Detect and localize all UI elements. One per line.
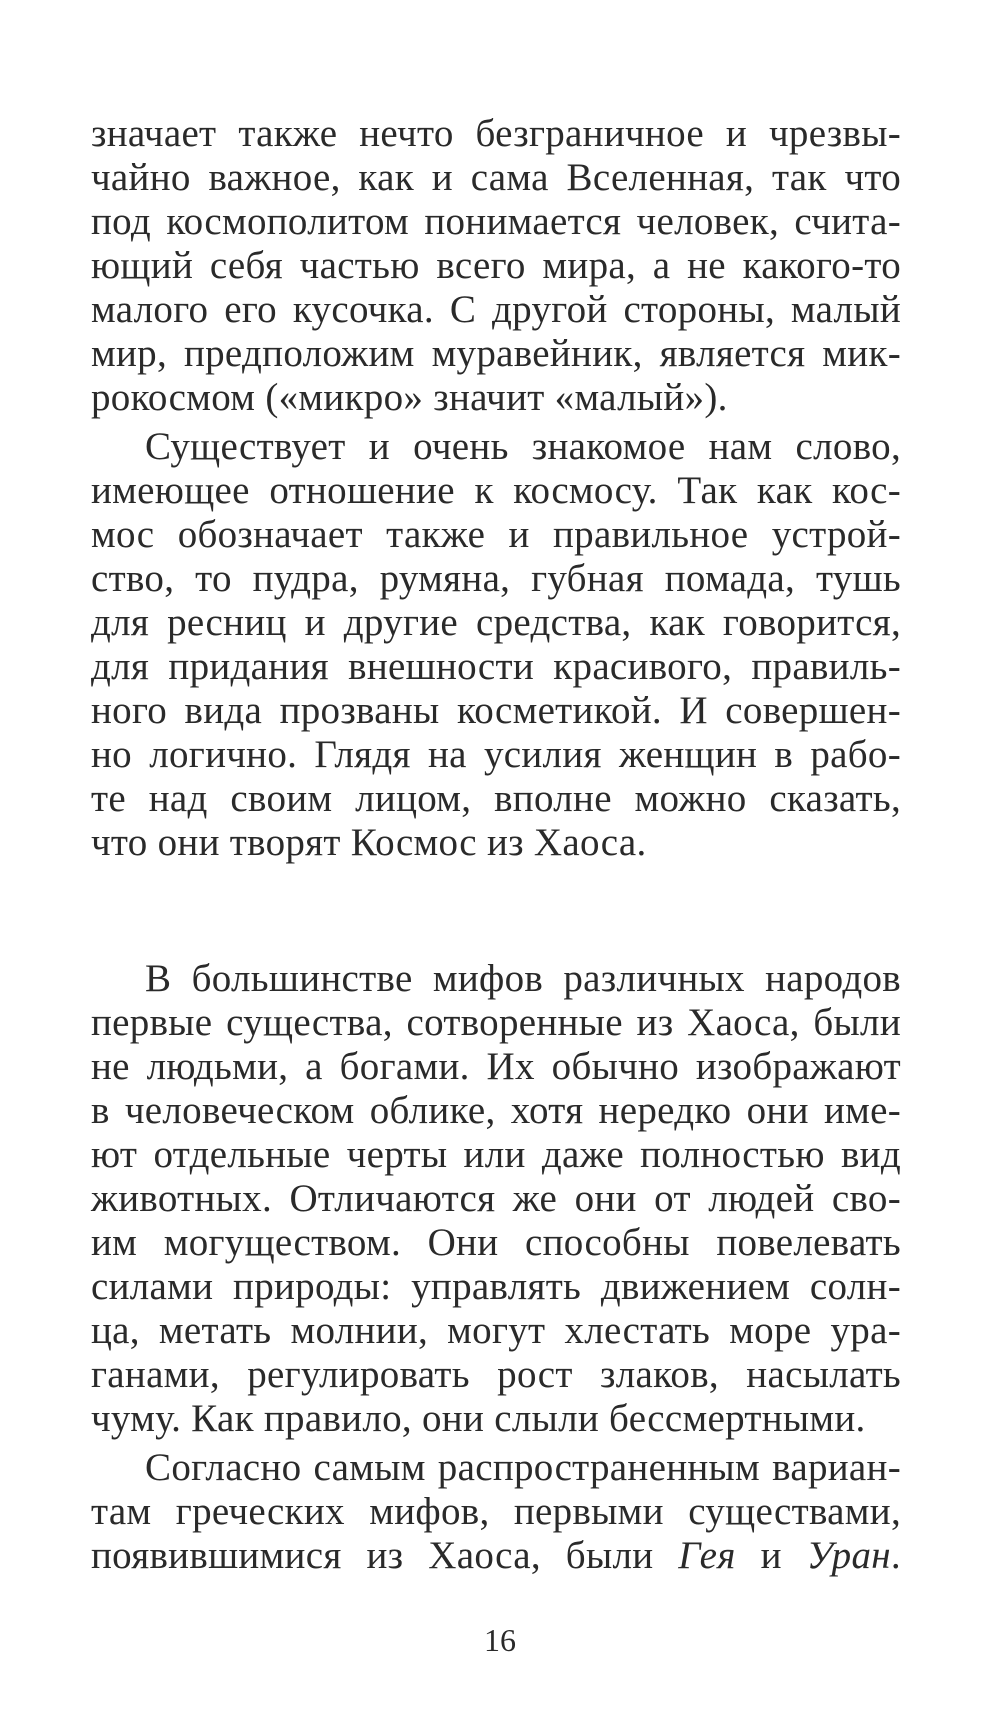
text-line: те над своим лицом, вполне можно сказать, [91,777,901,820]
text-line: чайно важное, как и сама Вселенная, так что [91,156,901,199]
text-line: для ресниц и другие средства, как говорится, [91,601,901,644]
text-line: ство, то пудра, румяна, губная помада, тушь [91,557,901,600]
text-line: силами природы: управлять движением солн- [91,1265,901,1308]
text-line: там греческих мифов, первыми существами, [91,1490,901,1533]
line-suffix: . [890,1534,901,1577]
text-line: рокосмом («микро» значит «малый»). [91,376,728,419]
text-line: не людьми, а богами. Их обычно изображают [91,1045,901,1088]
text-line: имеющее отношение к космосу. Так как кос- [91,469,901,512]
conjunction: и [735,1534,807,1577]
text-line: первые существа, сотворенные из Хаоса, были [91,1001,901,1044]
text-line: значает также нечто безграничное и чрезвы- [91,112,901,155]
text-line: но логично. Глядя на усилия женщин в рабо- [91,733,901,776]
line-prefix: появившимися из Хаоса, были [91,1534,679,1577]
text-line: ющий себя частью всего мира, а не какого-то [91,244,901,287]
text-line: им могуществом. Они способны повелевать [91,1221,901,1264]
text-line: ганами, регулировать рост злаков, насылать [91,1353,901,1396]
text-line: малого его кусочка. С другой стороны, малый [91,288,901,331]
page-number: 16 [484,1622,516,1658]
text-line: что они творят Космос из Хаоса. [91,821,647,864]
text-line: Согласно самым распространенным вариан- [145,1446,901,1489]
text-line: для придания внешности красивого, правиль- [91,645,901,688]
name-uranus: Уран [806,1534,891,1577]
text-line: ного вида прозваны косметикой. И совершен- [91,689,901,732]
text-line: чуму. Как правило, они слыли бессмертными. [91,1397,866,1440]
text-line: ца, метать молнии, могут хлестать море ура- [91,1309,901,1352]
text-line: в человеческом облике, хотя нередко они име- [91,1089,901,1132]
text-line: животных. Отличаются же они от людей сво- [91,1177,901,1220]
text-line: под космополитом понимается человек, счита- [91,200,901,243]
name-gaia: Гея [678,1534,736,1577]
text-line: мос обозначает также и правильное устрой- [91,513,901,556]
text-line: В большинстве мифов различных народов [145,957,901,1000]
text-line: Существует и очень знакомое нам слово, [145,425,901,468]
text-line-with-names [91,1534,901,1578]
text-line: мир, предположим муравейник, является мик- [91,332,901,375]
text-line: ют отдельные черты или даже полностью вид [91,1133,901,1176]
